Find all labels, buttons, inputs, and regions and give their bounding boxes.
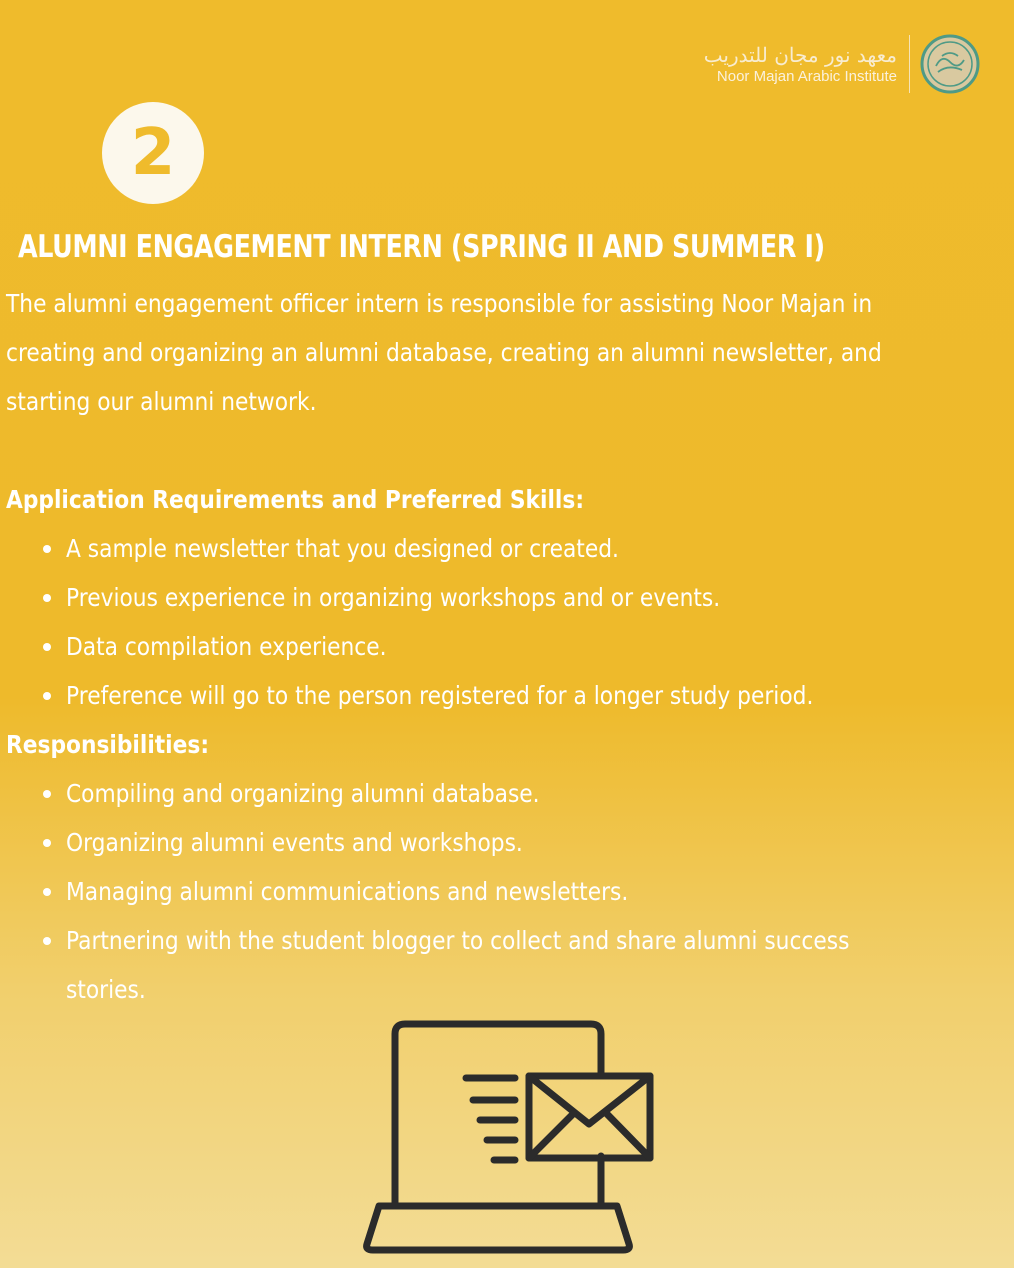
intro-line-2: creating and organizing an alumni database, creating an alumni newsletter, and <box>6 338 882 367</box>
step-number-badge: 2 <box>102 102 204 204</box>
section-spacer <box>6 426 996 475</box>
logo-text <box>704 42 897 86</box>
requirements-heading: Application Requirements and Preferred Skills: <box>6 485 585 514</box>
seal-icon <box>920 34 980 94</box>
list-item: Previous experience in organizing workshops and or events. <box>6 573 996 622</box>
list-item: Managing alumni communications and newsletters. <box>6 867 996 916</box>
list-item: A sample newsletter that you designed or created. <box>6 524 996 573</box>
list-item: Partnering with the student blogger to collect and share alumni success stories. <box>6 916 996 1014</box>
laptop-email-icon <box>355 1018 655 1258</box>
job-description <box>6 279 996 1014</box>
list-item: Preference will go to the person registered for a longer study period. <box>6 671 996 720</box>
list-item: Compiling and organizing alumni database. <box>6 769 996 818</box>
intro-line-1: The alumni engagement officer intern is responsible for assisting Noor Majan in <box>6 289 873 318</box>
list-item: Data compilation experience. <box>6 622 996 671</box>
responsibilities-heading: Responsibilities: <box>6 730 210 759</box>
logo-english-name: Noor Majan Arabic Institute <box>716 68 897 85</box>
list-item: Organizing alumni events and workshops. <box>6 818 996 867</box>
requirements-list <box>6 524 996 720</box>
intro-line-3: starting our alumni network. <box>6 387 317 416</box>
institute-logo <box>704 32 980 96</box>
page-title: ALUMNI ENGAGEMENT INTERN (SPRING II AND SUMMER I) <box>18 229 825 265</box>
logo-divider <box>909 35 910 93</box>
logo-arabic-name: معهد نور مجان للتدريب <box>703 43 897 67</box>
responsibilities-list <box>6 769 996 1014</box>
